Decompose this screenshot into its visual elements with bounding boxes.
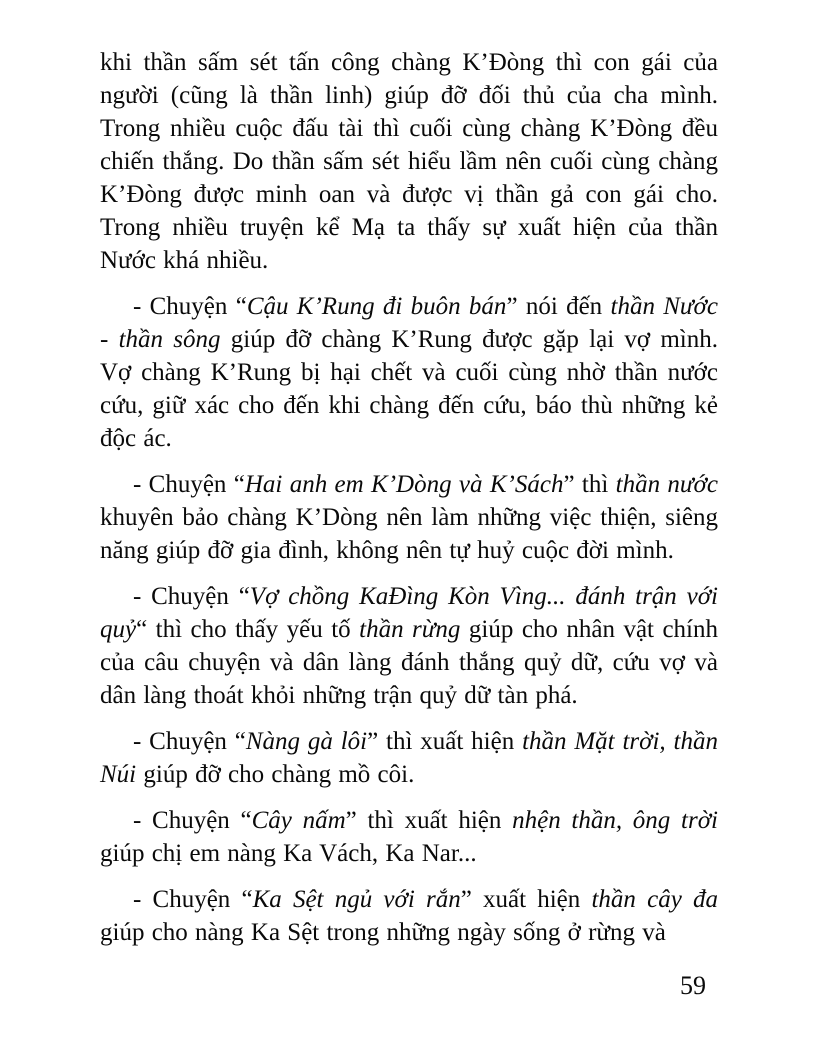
story-title: Cây nấm — [251, 807, 346, 834]
text-segment: - Chuyện “ — [133, 471, 245, 498]
text-segment: giúp chị em nàng Ka Vách, Ka Nar... — [100, 840, 477, 867]
text-segment: khuyên bảo chàng K’Dòng nên làm những việc thiện, siêng năng giúp đỡ gia đình, không nên tự huỷ cuộc đời mình. — [100, 504, 718, 564]
deity-name: thần Nước - thần sông — [100, 293, 718, 353]
text-segment: giúp đỡ chàng K’Rung được gặp lại vợ mình. Vợ chàng K’Rung bị hại chết và cuối cùng nhờ thần nước cứu, giữ xác cho đến khi chàng đến cứu, báo thù những kẻ độc ác. — [100, 326, 719, 452]
text-segment: - Chuyện “ — [133, 728, 246, 755]
paragraph — [100, 46, 718, 277]
text-segment: ” xuất hiện — [460, 886, 592, 913]
text-segment: ” thì xuất hiện — [345, 807, 513, 834]
story-title: Ka Sệt ngủ với rắn — [252, 886, 461, 913]
deity-name: thần nước — [615, 471, 718, 498]
story-title: Hai anh em K’Dòng và K’Sách — [244, 471, 564, 498]
text-segment: giúp cho nàng Ka Sệt trong những ngày sống ở rừng và — [100, 919, 666, 946]
deity-name: nhện thần, ông trời — [512, 807, 718, 834]
text-segment: - Chuyện “ — [133, 886, 253, 913]
text-segment: ” nói đến — [506, 293, 611, 320]
story-title: Vợ chồng KaĐìng Kòn Vìng... đánh trận với quỷ — [100, 583, 718, 643]
body-text — [100, 46, 718, 962]
text-segment: ” thì — [563, 471, 616, 498]
deity-name: thần Mặt trời, thần Núi — [100, 728, 718, 788]
paragraph — [100, 580, 718, 712]
text-segment: giúp cho nhân vật chính của câu chuyện và dân làng đánh thắng quỷ dữ, cứu vợ và dân làng thoát khỏi những trận quỷ dữ tàn phá. — [100, 616, 719, 709]
story-title: Cậu K’Rung đi buôn bán — [246, 293, 507, 320]
paragraph — [100, 468, 718, 567]
deity-name: thần cây đa — [591, 886, 718, 913]
paragraph — [100, 883, 718, 949]
paragraph — [100, 804, 718, 870]
story-title: Nàng gà lôi — [245, 728, 368, 755]
deity-name: thần rừng — [359, 616, 461, 643]
paragraph — [100, 725, 718, 791]
text-segment: “ thì cho thấy yếu tố — [136, 616, 360, 643]
text-segment: - Chuyện “ — [133, 293, 247, 320]
paragraph — [100, 290, 718, 455]
text-segment: giúp đỡ cho chàng mồ côi. — [136, 761, 415, 788]
text-segment: - Chuyện “ — [133, 807, 252, 834]
page-number: 59 — [680, 971, 706, 1000]
text-segment: khi thần sấm sét tấn công chàng K’Đòng thì con gái của người (cũng là thần linh) giúp đỡ đối thủ của cha mình. Trong nhiều cuộc đấu tài thì cuối cùng chàng K’Đòng đều chiến thắng. Do thần sấm sét hiểu lầm nên cuối cùng chàng K’Đòng được minh oan và được vị thần gả con gái cho. Trong nhiều truyện kể Mạ ta thấy sự xuất hiện của thần Nước khá nhiều. — [100, 49, 718, 274]
text-segment: ” thì xuất hiện — [367, 728, 523, 755]
text-segment: - Chuyện “ — [133, 583, 250, 610]
